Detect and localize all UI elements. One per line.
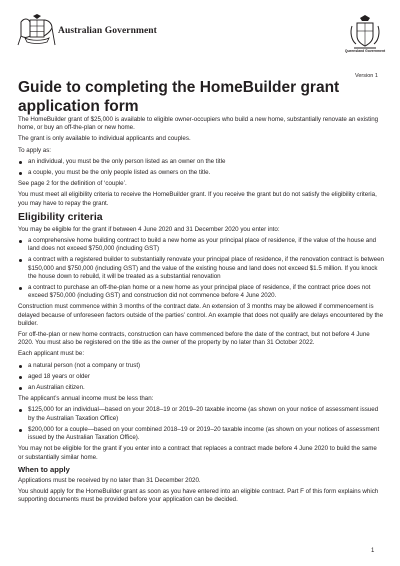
list-item: a contract with a registered builder to substantially renovate your principal place of residence, if the renovation contract is between $150,000 and $750,000 (including GST) and the value of the existing house and land does not exceed $1.5 million. If you knock the house down to rebuild, it will be treated as a substantial renovation xyxy=(18,256,384,281)
list-item: a contract to purchase an off-the-plan home or a new home as your principal place of residence, if the contract price does not exceed $750,000 (including GST) and construction did not commence before 4 June 2020. xyxy=(18,284,384,300)
list-item: $200,000 for a couple—based on your combined 2018–19 or 2019–20 taxable income (as shown on your notices of assessment issued by the Australian Taxation Office). xyxy=(18,426,384,442)
eligibility-paragraph: You may not be eligible for the grant if you enter into a contract that replaces a contract made before 4 June 2020 to build the same or substantially similar home. xyxy=(18,445,377,461)
eligibility-heading: Eligibility criteria xyxy=(18,210,103,223)
eligibility-paragraph: Construction must commence within 3 months of the contract date. An extension of 3 months may be allowed if commencement is delayed because of unforeseen factors outside of the parties’ control. An example that does not qualify are delays encountered by the builder. xyxy=(18,303,384,327)
list-item: an individual, you must be the only person listed as an owner on the title xyxy=(18,158,384,166)
eligibility-paragraph: You may be eligible for the grant if between 4 June 2020 and 31 December 2020 you enter into: xyxy=(18,225,280,233)
when-to-apply-paragraph: You should apply for the HomeBuilder grant as soon as you have entered into an eligible contract. Part F of this form explains which supporting documents must be provided before your application can be decided. xyxy=(18,487,379,504)
contract-type-list xyxy=(18,237,384,300)
applicant-requirement-list xyxy=(18,362,384,393)
eligibility-paragraph: For off-the-plan or new home contracts, construction can have commenced before the date of the contract, but not before 4 June 2020. You must also be registered on the title as the owner of the property by no later than 31 October 2022. xyxy=(18,331,370,347)
applicant-type-list xyxy=(18,158,384,177)
list-item: an Australian citizen. xyxy=(18,384,384,392)
version-label: Version 1 xyxy=(355,73,378,79)
australian-government-wordmark: Australian Government xyxy=(58,26,157,36)
page-header xyxy=(0,0,400,72)
document-body xyxy=(18,116,384,507)
when-to-apply-paragraph: Applications must be received by no later than 31 December 2020. xyxy=(18,476,201,484)
intro-paragraph: See page 2 for the definition of ‘couple’. xyxy=(18,180,127,188)
intro-paragraph: The HomeBuilder grant of $25,000 is available to eligible owner-occupiers who build a new home, substantially renovate an existing home, or buy an off-the-plan or new home. xyxy=(18,116,379,132)
australian-government-crest-icon xyxy=(17,14,57,48)
intro-paragraph: To apply as: xyxy=(18,146,52,154)
eligibility-paragraph: Each applicant must be: xyxy=(18,350,85,358)
eligibility-paragraph: The applicant’s annual income must be less than: xyxy=(18,395,154,403)
when-to-apply-heading: When to apply xyxy=(18,464,70,474)
income-threshold-list xyxy=(18,406,384,442)
list-item: a natural person (not a company or trust) xyxy=(18,362,384,370)
intro-paragraph: The grant is only available to individual applicants and couples. xyxy=(18,135,191,143)
intro-paragraph: You must meet all eligibility criteria to receive the HomeBuilder grant. If you receive the grant but do not satisfy the eligibility criteria, you may have to repay the grant. xyxy=(18,191,377,207)
page-number: 1 xyxy=(371,548,375,554)
page-title: Guide to completing the HomeBuilder grant application form xyxy=(18,79,340,115)
queensland-government-wordmark: Queensland Government xyxy=(344,49,386,53)
queensland-government-crest-icon xyxy=(348,14,382,52)
list-item: a comprehensive home building contract to build a new home as your principal place of residence, if the value of the house and land does not exceed $750,000 (including GST) xyxy=(18,237,384,253)
list-item: a couple, you must be the only people listed as owners on the title. xyxy=(18,169,384,177)
list-item: $125,000 for an individual—based on your 2018–19 or 2019–20 taxable income (as shown on your notice of assessment issued by the Australian Taxation Office) xyxy=(18,406,384,422)
list-item: aged 18 years or older xyxy=(18,373,384,381)
